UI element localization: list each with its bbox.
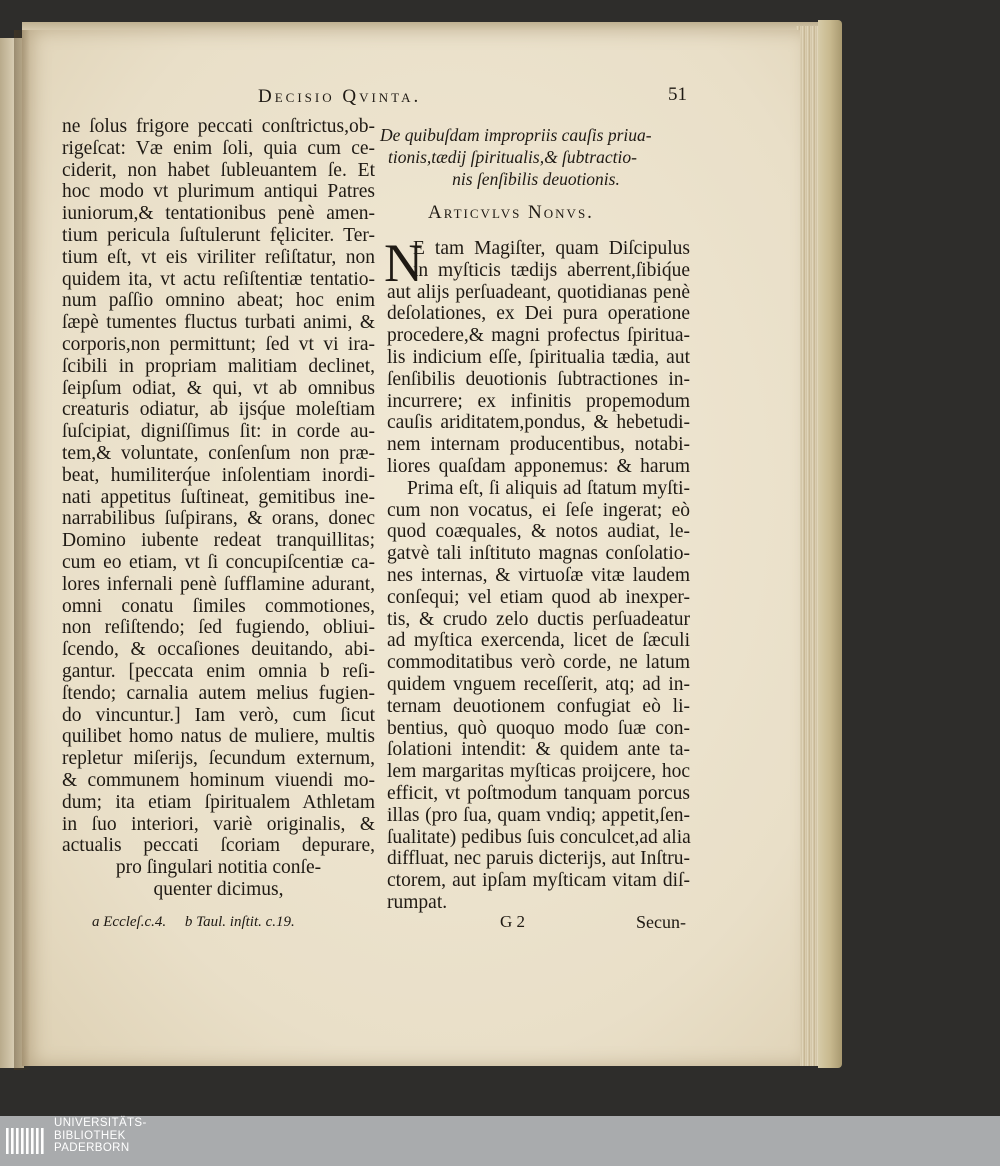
text-line: bentius, quò quoquo modo ſuæ con- (387, 717, 690, 739)
text-line: cum non vocatus, ei ſeſe ingerat; eò (387, 499, 690, 521)
book-cover-edge (818, 20, 842, 1068)
footnote-a: a Eccleſ.c.4. (92, 914, 167, 930)
library-name-line: UNIVERSITÄTS- (54, 1117, 147, 1129)
footnotes (92, 914, 295, 931)
text-line: Domino iubente redeat tranquillitas; (62, 530, 375, 552)
text-line: ſolationi intendit: & quidem ante ta- (387, 739, 690, 761)
text-line: rigeſcat: Væ enim ſoli, quia cum ce- (62, 137, 375, 159)
subheading-line: nis ſenſibilis deuotionis. (452, 169, 620, 189)
text-line: ternam deuotionem confugiat eò li- (387, 695, 690, 717)
text-line: ſuſcipiat, digniſſimus ſit: in corde au- (62, 421, 375, 443)
text-line: dum; ita etiam ſpiritualem Athletam (62, 791, 375, 813)
text-line: quidem ita, vt actu reſiſtentiæ tentatio- (62, 268, 375, 290)
text-line: ſualitate) pedibus ſuis conculcet,ad alia (387, 826, 691, 848)
text-line: in myſticis tædijs aberrent,ſibiq́ue (413, 259, 690, 281)
footnote-b: b Taul. inſtit. c.19. (184, 914, 295, 930)
article-title: Articvlvs Nonvs. (428, 202, 594, 223)
text-line: ſeipſum odiat, & qui, vt ab omnibus (62, 377, 375, 399)
catchword: Secun- (636, 912, 686, 932)
text-line: non reſiſtendo; ſed fugiendo, obliui- (62, 617, 375, 639)
text-line: creaturis odiatur, ab ijsq́ue moleſtiam (62, 399, 375, 421)
text-line: Prima eſt, ſi aliquis ad ſtatum myſti- (407, 477, 690, 499)
text-line: lem margaritas myſticas proijcere, hoc (387, 761, 690, 783)
text-line: lis indicium eſſe, ſpiritualia tædia, aut (387, 346, 690, 368)
text-line: E tam Magiſter, quam Diſcipulus (413, 238, 690, 259)
text-line: tem,& voluntate, conſenſum non præ- (62, 442, 375, 464)
text-line: ſcibili in propriam malitiam declinet, (62, 355, 375, 377)
right-column (387, 238, 690, 914)
text-line: tium eſt, vt eis viriliter reſiſtatur, non (62, 246, 375, 268)
text-line-centered: quenter dicimus, (153, 878, 284, 900)
text-line: rumpat. (387, 891, 448, 913)
text-line: omni conatu ſimiles commotiones, (62, 595, 375, 617)
text-line: in ſuo interiori, variè originalis, & (62, 813, 375, 835)
library-name-line: BIBLIOTHEK (54, 1129, 126, 1142)
text-line: quidem vnguem receſſerit, atq; ad in- (387, 673, 690, 695)
text-line: num paſſio omnino abeat; hoc enim (62, 290, 375, 312)
running-head: Decisio Qvinta. (258, 86, 422, 107)
text-line: corporis,non permittunt; ſed vt vi ira- (62, 333, 375, 355)
text-line: tis, & crudo zelo ductis perſuadeatur (387, 608, 690, 630)
page-number: 51 (668, 84, 687, 105)
subheading-line: De quibuſdam impropriis cauſis priua- (380, 125, 652, 145)
text-line: illas (pro ſua, quam vndiq; appetit,ſen- (387, 804, 690, 826)
text-line: ſenſibilis deuotionis ſubtractiones in- (387, 368, 690, 390)
text-line: nati appetitus ſuſtineat, gemitibus ine- (62, 486, 375, 508)
text-line: commoditatibus verò corde, ne latum (387, 652, 690, 674)
text-line: repletur miſerijs, ſecundum externum, (62, 748, 375, 770)
signature-mark: G 2 (500, 912, 526, 931)
text-line: procedere,& magni profectus ſpiritua- (387, 325, 690, 347)
text-line: do vincuntur.] Iam verò, cum ſicut (62, 704, 375, 726)
text-line: conſequi; vel etiam quod ab inexper- (387, 586, 690, 608)
text-line: diffluat, nec paruis dicterijs, aut Inſtru- (387, 848, 690, 870)
text-line: quod coæquales, & notos audiat, le- (387, 521, 690, 543)
text-line: actualis peccati ſcoriam depurare, (62, 835, 375, 857)
text-line: narrabilibus ſuſpirans, & orans, donec (62, 508, 375, 530)
text-line: & communem hominum viuendi mo- (62, 769, 375, 791)
text-line: ſæpè tumentes fluctus turbati animi, & (62, 312, 375, 334)
subheading-line: tionis,tædij ſpiritualis,& ſubtractio- (388, 147, 637, 167)
text-line: gatvè tali inſtituto magnas conſolatio- (387, 543, 690, 565)
text-line: ne ſolus frigore peccati conſtrictus,ob- (62, 116, 375, 137)
text-line: gantur. [peccata enim omnia b reſi- (62, 660, 375, 682)
text-line: liores quaſdam apponemus: & harum (387, 455, 690, 477)
text-line: iuniorum,& tentationibus penè amen- (62, 203, 375, 225)
text-line: lores infernali penè ſufflamine adurant, (62, 573, 375, 595)
spine-shadow (14, 30, 30, 1070)
text-line: hoc modo vt plurimum antiqui Patres (62, 181, 375, 203)
text-line: ctorem, aut ipſam myſticam vitam diſ- (387, 870, 690, 892)
text-line: nem internam producentibus, notabi- (387, 434, 690, 456)
text-line: ſtendo; carnalia autem melius fugien- (62, 682, 375, 704)
text-line: beat, humiliterq́ue inſolentiam inordi- (62, 464, 375, 486)
subheading (380, 124, 692, 190)
text-line: nes internas, & virtuoſæ vitæ laudem (387, 564, 690, 586)
text-line: deſolationes, ex Dei pura operatione (387, 303, 690, 325)
text-line: cauſis ariditatem,pondus, & hebetudi- (387, 412, 690, 434)
left-column (62, 116, 375, 901)
text-line: cum eo etiam, vt ſi concupiſcentiæ ca- (62, 551, 375, 573)
text-line: incurrere; ex infinitis propemodum (387, 390, 690, 412)
text-line: ſcendo, & occaſiones deuitando, abi- (62, 639, 375, 661)
text-line: ciderit, non habet ſubleuantem ſe. Et (62, 159, 375, 181)
library-name-line: PADERBORN (54, 1142, 130, 1155)
drop-capital: N (384, 233, 423, 293)
library-logo-icon (4, 1124, 48, 1158)
text-line: quilibet homo natus de muliere, multis (62, 726, 375, 748)
library-footer-bar (0, 1116, 1000, 1166)
text-line-centered: pro ſingulari notitia conſe- (115, 857, 322, 879)
text-line: tium pericula ſuſtulerunt fęliciter. Ter- (62, 224, 375, 246)
library-name (54, 1117, 147, 1155)
text-line: ad myſtica exercenda, licet de ſæculi (387, 630, 690, 652)
text-line: aut alijs perſuadeant, quotidianas penè (387, 281, 690, 303)
text-line: efficit, vt poſtmodum tanquam porcus (387, 782, 690, 804)
